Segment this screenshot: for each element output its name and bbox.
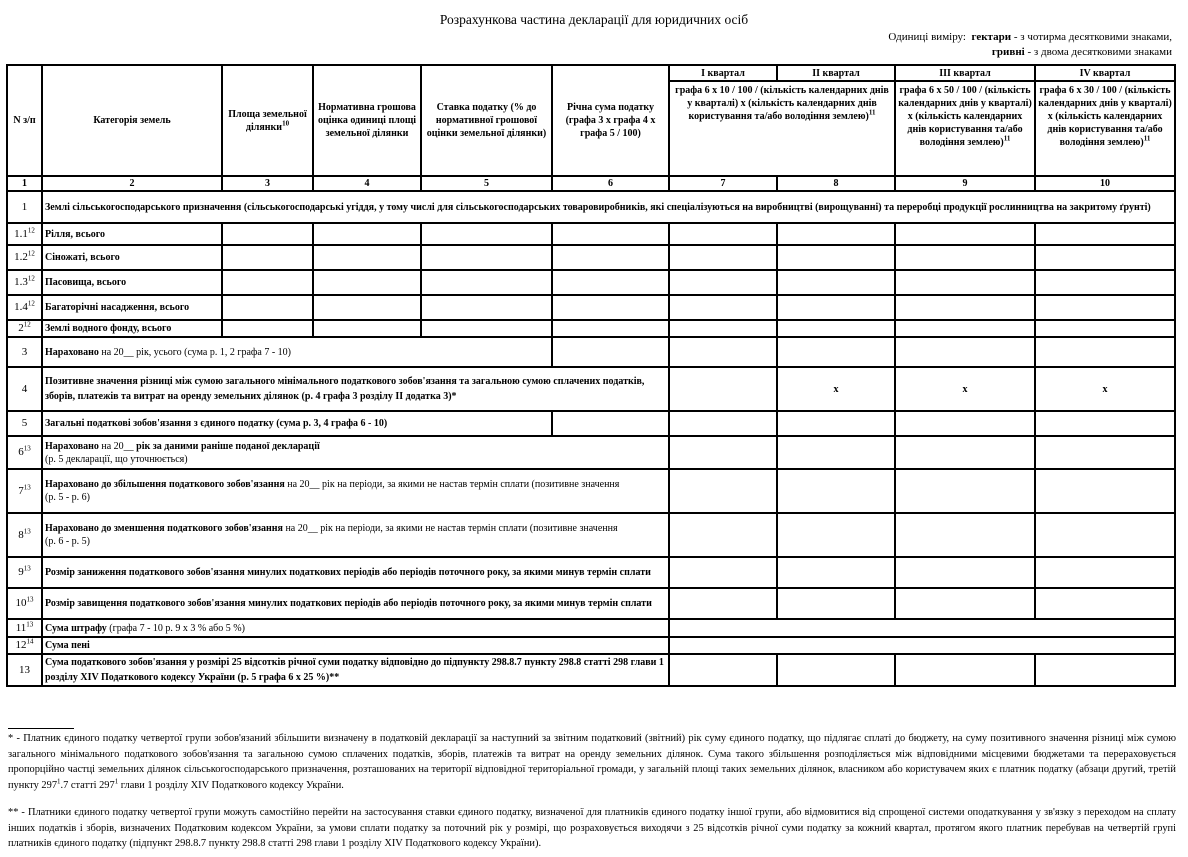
- cell-input[interactable]: [1035, 223, 1175, 245]
- units-hectares-desc: - з чотирма десятковими знаками,: [1011, 31, 1172, 43]
- cell-input[interactable]: [552, 411, 669, 436]
- cell-input[interactable]: [895, 436, 1035, 469]
- cell-input[interactable]: [669, 411, 777, 436]
- table-row: [7, 513, 1175, 557]
- row-label: Розмір заниження податкового зобов'язання минулих податкових періодів або періодів поточного року, за якими минув термін сплати: [42, 557, 669, 588]
- cell-input[interactable]: [552, 295, 669, 320]
- cell-input[interactable]: [1035, 469, 1175, 513]
- cell-input[interactable]: [777, 245, 895, 270]
- not-applicable-mark: х: [1035, 367, 1175, 411]
- cell-input[interactable]: [669, 295, 777, 320]
- row-number: 5: [7, 411, 42, 436]
- row-label: Розмір завищення податкового зобов'язання минулих податкових періодів або періодів поточного року, за якими минув термін сплати: [42, 588, 669, 619]
- cell-input[interactable]: [895, 411, 1035, 436]
- cell-input[interactable]: [1035, 513, 1175, 557]
- row-number: $2^{12}$: [7, 320, 42, 337]
- cell-input[interactable]: [313, 295, 421, 320]
- row-number: $7^{13}$: [7, 469, 42, 513]
- units-note: [888, 30, 1172, 60]
- table-row: [7, 411, 1175, 436]
- cell-input[interactable]: [777, 469, 895, 513]
- cell-input[interactable]: [895, 654, 1035, 686]
- cell-input[interactable]: [669, 654, 777, 686]
- row-number: $11^{13}$: [7, 619, 42, 637]
- row-label: Землі водного фонду, всього: [42, 320, 222, 337]
- header-col-category: Категорія земель: [42, 65, 222, 176]
- units-hectares: гектари: [971, 31, 1012, 43]
- cell-input[interactable]: [777, 588, 895, 619]
- cell-input[interactable]: [777, 436, 895, 469]
- cell-input[interactable]: [669, 337, 777, 367]
- row-label: Багаторічні насадження, всього: [42, 295, 222, 320]
- cell-input[interactable]: [669, 320, 777, 337]
- cell-input[interactable]: [669, 367, 777, 411]
- table-row: [7, 295, 1175, 320]
- cell-input[interactable]: [1035, 588, 1175, 619]
- cell-input[interactable]: [669, 619, 1175, 637]
- row-label: Нараховано до зменшення податкового зобов'язання на 20__ рік на періоди, за якими не настав термін сплати (позитивне значення (р. 6 - р. 5): [42, 513, 669, 557]
- footnote-divider: [8, 728, 74, 729]
- col-number: 6: [552, 176, 669, 191]
- col-number: 9: [895, 176, 1035, 191]
- cell-input[interactable]: [777, 411, 895, 436]
- cell-input[interactable]: [1035, 411, 1175, 436]
- header-q4-formula: графа 6 х 30 / 100 / (кількість календарних днів у кварталі) х (кількість календарних днів користування та/або володіння землею)$^{11}$: [1035, 81, 1175, 176]
- cell-input[interactable]: [421, 245, 552, 270]
- cell-input[interactable]: [421, 270, 552, 295]
- row-label: Нараховано на 20__ рік, усього (сума р. 1, 2 графа 7 - 10): [42, 337, 552, 367]
- row-number: $1.1^{12}$: [7, 223, 42, 245]
- row-label: Сума пені: [42, 637, 669, 654]
- not-applicable-mark: х: [895, 367, 1035, 411]
- col-number: 2: [42, 176, 222, 191]
- cell-input[interactable]: [895, 320, 1035, 337]
- col-number: 3: [222, 176, 313, 191]
- cell-input[interactable]: [669, 270, 777, 295]
- cell-input[interactable]: [895, 557, 1035, 588]
- table-row: [7, 367, 1175, 411]
- table-row: [7, 588, 1175, 619]
- header-col-area: Площа земельної ділянки$^{10}$: [222, 65, 313, 176]
- cell-input[interactable]: [669, 469, 777, 513]
- header-col-annual-sum: Річна сума податку (графа 3 х графа 4 х графа 5 / 100): [552, 65, 669, 176]
- cell-input[interactable]: [895, 337, 1035, 367]
- header-q3-formula: графа 6 х 50 / 100 / (кількість календарних днів у кварталі) х (кількість календарних днів користування та/або володіння землею)$^{11}$: [895, 81, 1035, 176]
- cell-input[interactable]: [222, 320, 313, 337]
- header-q2: II квартал: [777, 65, 895, 81]
- cell-input[interactable]: [552, 337, 669, 367]
- row-number: $1.3^{12}$: [7, 270, 42, 295]
- cell-input[interactable]: [895, 223, 1035, 245]
- col-number: 4: [313, 176, 421, 191]
- row-label: Позитивне значення різниці між сумою загального мінімального податкового зобов'язання та загальною сумою сплачених податків, зборів, платежів та витрат на оренду земельних ділянок (р. 4 графа 3 розділу II додатка 3)*: [42, 367, 669, 411]
- cell-input[interactable]: [777, 320, 895, 337]
- cell-input[interactable]: [895, 588, 1035, 619]
- row-label: Сума штрафу (графа 7 - 10 р. 9 х 3 % або 5 %): [42, 619, 669, 637]
- table-row: [7, 223, 1175, 245]
- row-label: Загальні податкові зобов'язання з єдиного податку (сума р. 3, 4 графа 6 - 10): [42, 411, 552, 436]
- row-label: Рілля, всього: [42, 223, 222, 245]
- row-number: 4: [7, 367, 42, 411]
- table-row: [7, 654, 1175, 686]
- cell-input[interactable]: [1035, 245, 1175, 270]
- table-row: [7, 191, 1175, 223]
- table-row: [7, 469, 1175, 513]
- cell-input[interactable]: [313, 320, 421, 337]
- header-q1: I квартал: [669, 65, 777, 81]
- row-number: $12^{14}$: [7, 637, 42, 654]
- table-row: [7, 557, 1175, 588]
- cell-input[interactable]: [313, 270, 421, 295]
- cell-input[interactable]: [777, 223, 895, 245]
- cell-input[interactable]: [421, 295, 552, 320]
- cell-input[interactable]: [552, 223, 669, 245]
- row-label: Нараховано на 20__ рік за даними раніше поданої декларації (р. 5 декларації, що уточнюється): [42, 436, 669, 469]
- header-col-tax-rate: Ставка податку (% до нормативної грошової оцінки земельної ділянки): [421, 65, 552, 176]
- footnote-single-asterisk: * - Платник єдиного податку четвертої групи зобов'язаний збільшити визначену в податковій декларації за наступний за звітним податковий (звітний) рік суму єдиного податку, що підлягає сплаті до бюджету, на суму позитивного значення різниці між сумою загального мінімального податкового зобов'язання та загальною сумою сплачених податків, зборів, платежів та витрат на оренду земельних ділянок. Сума такого збільшення розподіляється між відповідними місцевими бюджетами та перераховується пропорційно частці земельних ділянок сільськогосподарського призначення, розташованих на території відповідної територіальної громади, у загальній площі таких земельних ділянок, власником або користувачем яких є платник податку (абзаци другий, третій пункту $297^1.7$ статті $297^1$ глави 1 розділу XIV Податкового кодексу України.: [8, 733, 1176, 791]
- units-label: Одиниці виміру:: [888, 31, 966, 43]
- header-col-valuation: Нормативна грошова оцінка одиниці площі земельної ділянки: [313, 65, 421, 176]
- cell-input[interactable]: [777, 295, 895, 320]
- cell-input[interactable]: [895, 295, 1035, 320]
- not-applicable-mark: х: [777, 367, 895, 411]
- declaration-table: [6, 64, 1176, 687]
- row-label: Сіножаті, всього: [42, 245, 222, 270]
- cell-input[interactable]: [669, 588, 777, 619]
- cell-input[interactable]: [777, 557, 895, 588]
- col-number: 5: [421, 176, 552, 191]
- units-uah-desc: - з двома десятковими знаками: [1024, 46, 1172, 58]
- row-label: Сума податкового зобов'язання у розмірі 25 відсотків річної суми податку відповідно до підпункту 298.8.7 пункту 298.8 статті 298 глави 1 розділу XIV Податкового кодексу України (р. 5 графа 6 х 25 %)**: [42, 654, 669, 686]
- table-row: [7, 637, 1175, 654]
- cell-input[interactable]: [421, 223, 552, 245]
- cell-input[interactable]: [1035, 270, 1175, 295]
- cell-input[interactable]: [552, 320, 669, 337]
- row-label: Землі сільськогосподарського призначення (сільськогосподарські угіддя, у тому числі для сільськогосподарських товаровиробників, які спеціалізуються на виробництві (вирощуванні) та переробці продукції рослинництва на закритому ґрунті): [42, 191, 1175, 223]
- cell-input[interactable]: [222, 270, 313, 295]
- cell-input[interactable]: [222, 295, 313, 320]
- cell-input[interactable]: [669, 557, 777, 588]
- cell-input[interactable]: [222, 223, 313, 245]
- cell-input[interactable]: [1035, 557, 1175, 588]
- row-number: 3: [7, 337, 42, 367]
- cell-input[interactable]: [777, 513, 895, 557]
- cell-input[interactable]: [669, 436, 777, 469]
- table-row: [7, 270, 1175, 295]
- footnote-double-asterisk: ** - Платники єдиного податку четвертої групи можуть самостійно перейти на застосування ставки єдиного податку, визначеної для платників єдиного податку іншої групи, або відмовитися від спрощеної системи оподаткування у зв'язку з переходом на сплату інших податків і зборів, визначених Податковим кодексом України, за умови сплати податку за поточний рік у розмірі, що розраховується виходячи з 25 відсотків річної суми податку за кожний квартал, протягом якого платник перебував на четвертій групі платників єдиного податку (підпункт 298.8.7 пункту 298.8 статті 298 глави 1 розділу XIV Податкового кодексу України).: [8, 807, 1176, 849]
- cell-input[interactable]: [895, 469, 1035, 513]
- cell-input[interactable]: [777, 270, 895, 295]
- page-title: Розрахункова частина декларації для юридичних осіб: [439, 12, 749, 27]
- table-row: [7, 619, 1175, 637]
- table-row: [7, 337, 1175, 367]
- row-number: 13: [7, 654, 42, 686]
- header-q12-formula: графа 6 х 10 / 100 / (кількість календарних днів у кварталі) х (кількість календарних днів користування та/або володіння землею)$^{11}$: [669, 81, 895, 176]
- cell-input[interactable]: [1035, 654, 1175, 686]
- cell-input[interactable]: [222, 245, 313, 270]
- cell-input[interactable]: [1035, 295, 1175, 320]
- cell-input[interactable]: [895, 270, 1035, 295]
- header-q3: III квартал: [895, 65, 1035, 81]
- row-number: $1.4^{12}$: [7, 295, 42, 320]
- row-number: 1: [7, 191, 42, 223]
- row-number: $8^{13}$: [7, 513, 42, 557]
- col-number: 10: [1035, 176, 1175, 191]
- cell-input[interactable]: [895, 245, 1035, 270]
- table-row: [7, 436, 1175, 469]
- cell-input[interactable]: [421, 320, 552, 337]
- cell-input[interactable]: [669, 637, 1175, 654]
- row-number: $10^{13}$: [7, 588, 42, 619]
- row-label: Нараховано до збільшення податкового зобов'язання на 20__ рік на періоди, за якими не настав термін сплати (позитивне значення (р. 5 - р. 6): [42, 469, 669, 513]
- col-number: 8: [777, 176, 895, 191]
- cell-input[interactable]: [313, 245, 421, 270]
- cell-input[interactable]: [669, 223, 777, 245]
- cell-input[interactable]: [669, 245, 777, 270]
- cell-input[interactable]: [1035, 436, 1175, 469]
- units-uah: гривні: [991, 46, 1025, 58]
- header-q4: IV квартал: [1035, 65, 1175, 81]
- cell-input[interactable]: [552, 245, 669, 270]
- cell-input[interactable]: [552, 270, 669, 295]
- cell-input[interactable]: [777, 337, 895, 367]
- cell-input[interactable]: [1035, 337, 1175, 367]
- col-number: 1: [7, 176, 42, 191]
- row-number: $1.2^{12}$: [7, 245, 42, 270]
- cell-input[interactable]: [777, 654, 895, 686]
- table-row: [7, 320, 1175, 337]
- row-number: $6^{13}$: [7, 436, 42, 469]
- col-number: 7: [669, 176, 777, 191]
- header-col-number: N з/п: [7, 65, 42, 176]
- cell-input[interactable]: [895, 513, 1035, 557]
- row-number: $9^{13}$: [7, 557, 42, 588]
- cell-input[interactable]: [669, 513, 777, 557]
- table-row: [7, 245, 1175, 270]
- column-numbers-row: [7, 176, 1175, 191]
- cell-input[interactable]: [313, 223, 421, 245]
- cell-input[interactable]: [1035, 320, 1175, 337]
- row-label: Пасовища, всього: [42, 270, 222, 295]
